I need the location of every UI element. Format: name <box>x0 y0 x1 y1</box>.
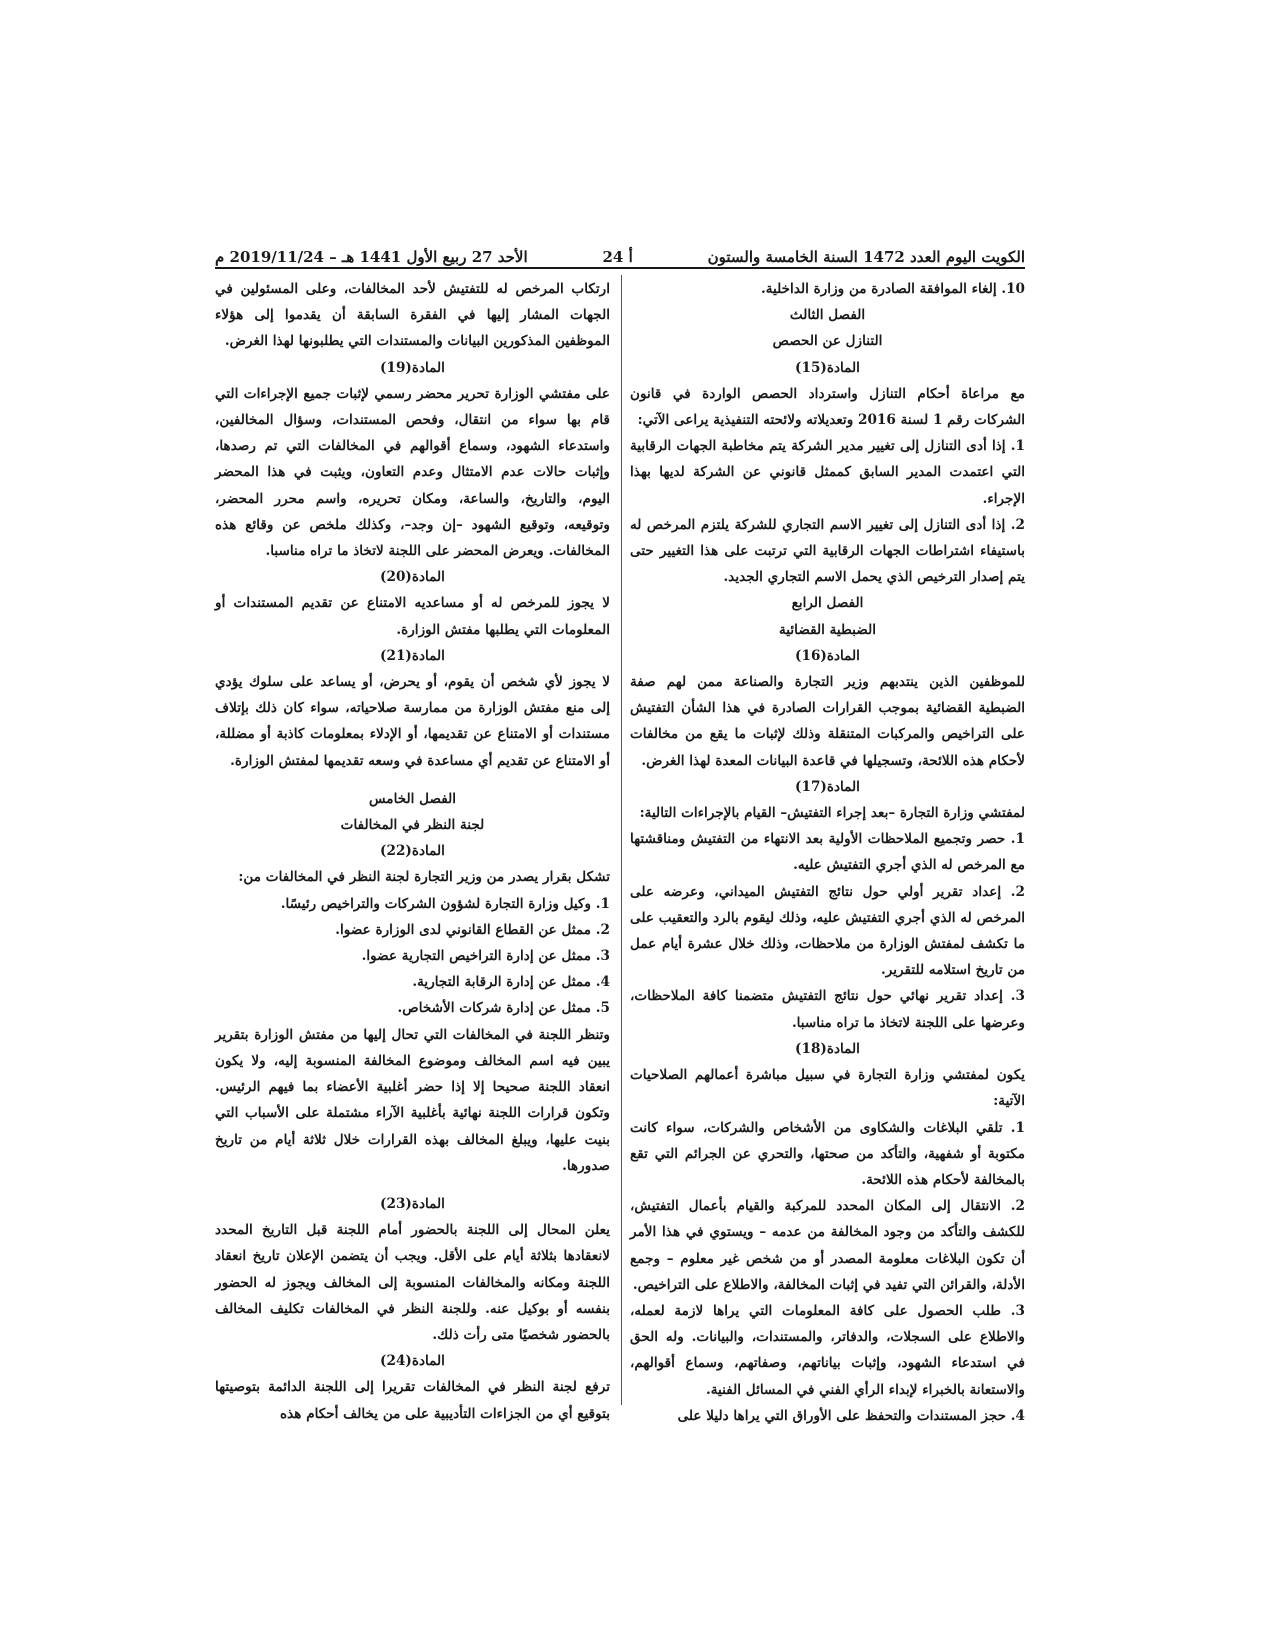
list-item: 2. ممثل عن القطاع القانوني لدى الوزارة عضوا. <box>335 921 610 938</box>
article-heading: المادة(21) <box>380 647 445 664</box>
header-date: الأحد 27 ربيع الأول 1441 هـ – 2019/11/24 م <box>215 248 528 266</box>
paragraph: وتنظر اللجنة في المخالفات التي تحال إليها من مفتش الوزارة بتقرير يبين فيه اسم المخالف وموضوع المخالفة المنسوبة إليه، ولا يكون انعقاد اللجنة صحيحا إلا إذا حضر أغلبية الأعضاء بما فيهم الرئيس. وتكون قرارات اللجنة نهائية بأغلبية الآراء مشتملة على الأسباب التي بنيت عليها، ويبلغ المخالف بهذه القرارات خلال ثلاثة أيام من تاريخ صدورها. <box>215 1026 610 1174</box>
list-item: 5. ممثل عن إدارة شركات الأشخاص. <box>397 1000 610 1017</box>
left-column <box>215 276 610 1427</box>
list-item: 3. طلب الحصول على كافة المعلومات التي يراها لازمة لعمله، والاطلاع على السجلات، والدفاتر، والمستندات، والبيانات. وله الحق في استدعاء الشهود، وإثبات بياناتهم، وصفاتهم، وسماع أقوالهم، والاستعانة بالخبراء لإبداء الرأي الفني في المسائل الفنية. <box>630 1302 1025 1398</box>
header-page-number: أ 24 <box>602 248 633 266</box>
paragraph: يكون لمفتشي وزارة التجارة في سبيل مباشرة أعمالهم الصلاحيات الآتية: <box>630 1067 1025 1110</box>
article-heading: المادة(22) <box>380 843 445 860</box>
list-item: 1. وكيل وزارة التجارة لشؤون الشركات والتراخيص رئيسًا. <box>280 895 610 912</box>
paragraph: للموظفين الذين ينتدبهم وزير التجارة والصناعة ممن لهم صفة الضبطية القضائية بموجب القرارات الصادرة في هذا الشأن التفتيش على التراخيص والمركبات المتنقلة وذلك لإثبات ما يقع من مخالفات لأحكام هذه اللائحة، وتسجيلها في قاعدة البيانات المعدة لهذا الغرض. <box>630 674 1025 769</box>
paragraph: ارتكاب المرخص له للتفتيش لأحد المخالفات، وعلى المسئولين في الجهات المشار إليها في الفقرة السابقة أن يقدموا إلى هؤلاء الموظفين المذكورين البيانات والمستندات التي يطلبونها لهذا الغرض. <box>215 281 610 350</box>
chapter-title: لجنة النظر في المخالفات <box>340 817 485 834</box>
article-heading: المادة(17) <box>795 778 860 795</box>
list-item: 4. ممثل عن إدارة الرقابة التجارية. <box>412 974 610 991</box>
paragraph: على مفتشي الوزارة تحرير محضر رسمي لإثبات جميع الإجراءات التي قام بها سواء من انتقال، وفحص المستندات، وسؤال المخالفين، واستدعاء الشهود، وسماع أقوالهم في المخالفات التي تم رصدها، وإثبات حالات عدم الامتثال وعدم التعاون، ويثبت في هذا المحضر اليوم، والتاريخ، والساعة، ومكان تحريره، واسم محرر المحضر، وتوقيعه، وتوقيع الشهود –إن وجد–، وكذلك ملخص عن وقائع هذه المخالفات. ويعرض المحضر على اللجنة لاتخاذ ما تراه مناسبا. <box>215 385 610 560</box>
column-divider <box>621 275 622 1405</box>
list-item: 2. إذا أدى التنازل إلى تغيير الاسم التجاري للشركة يلتزم المرخص له باستيفاء اشتراطات الجهات الرقابية التي ترتبت على هذا التغيير حتى يتم إصدار الترخيص الذي يحمل الاسم التجاري الجديد. <box>630 516 1025 586</box>
header-issue: الكويت اليوم العدد 1472 السنة الخامسة والستون <box>707 248 1025 266</box>
chapter-heading: الفصل الخامس <box>368 790 457 807</box>
list-item: 3. ممثل عن إدارة التراخيص التجارية عضوا. <box>361 948 610 965</box>
paragraph: لا يجوز لأي شخص أن يقوم، أو يحرض، أو يساعد على سلوك يؤدي إلى منع مفتش الوزارة من ممارسة صلاحياته، سواء كان ذلك بإتلاف مستندات أو الامتناع عن تقديمها، أو الإدلاء بمعلومات كاذبة أو مضللة، أو الامتناع عن تقديم أي مساعدة في وسعه تقديمها لمفتش الوزارة. <box>215 674 610 769</box>
header-rule <box>215 267 1025 269</box>
article-heading: المادة(20) <box>380 569 445 586</box>
page-header <box>215 236 1025 266</box>
spacer <box>215 1179 610 1191</box>
article-heading: المادة(19) <box>380 359 445 376</box>
right-column <box>630 276 1025 1429</box>
chapter-title: التنازل عن الحصص <box>772 333 883 350</box>
paragraph: ترفع لجنة النظر في المخالفات تقريرا إلى اللجنة الدائمة بتوصيتها بتوقيع أي من الجزاءات التأديبية على من يخالف أحكام هذه <box>215 1379 610 1422</box>
list-item: 3. إعداد تقرير نهائي حول نتائج التفتيش متضمنا كافة الملاحظات، وعرضها على اللجنة لاتخاذ ما تراه مناسبا. <box>630 988 1025 1031</box>
list-item: 1. تلقي البلاغات والشكاوى من الأشخاص والشركات، سواء كانت مكتوبة أو شفهية، والتأكد من صحتها، والتحري عن الجرائم التي تقع بالمخالفة لأحكام هذه اللائحة. <box>630 1119 1025 1188</box>
paragraph: تشكل بقرار يصدر من وزير التجارة لجنة النظر في المخالفات من: <box>238 869 610 886</box>
chapter-heading: الفصل الثالث <box>789 307 866 324</box>
paragraph: لمفتشي وزارة التجارة –بعد إجراء التفتيش– القيام بالإجراءات التالية: <box>639 805 1025 822</box>
list-item: 1. إذا أدى التنازل إلى تغيير مدير الشركة يتم مخاطبة الجهات الرقابية التي اعتمدت المدير السابق كممثل قانوني عن الشركة لديها بهذا الإجراء. <box>630 438 1025 507</box>
article-heading: المادة(16) <box>795 647 860 664</box>
spacer <box>215 774 610 786</box>
paragraph: مع مراعاة أحكام التنازل واسترداد الحصص الواردة في قانون الشركات رقم 1 لسنة 2016 وتعديلاته ولائحته التنفيذية يراعى الآتي: <box>630 385 1025 429</box>
article-heading: المادة(23) <box>380 1195 445 1212</box>
list-item: 2. إعداد تقرير أولي حول نتائج التفتيش الميداني، وعرضه على المرخص له الذي أجري التفتيش عليه، وذلك ليقوم بالرد والتعقيب على ما تكشف لمفتش الوزارة من ملاحظات، وذلك خلال عشرة أيام عمل من تاريخ استلامه للتقرير. <box>630 883 1025 979</box>
article-heading: المادة(24) <box>380 1353 445 1370</box>
chapter-title: الضبطية القضائية <box>779 621 876 638</box>
list-item: 1. حصر وتجميع الملاحظات الأولية بعد الانتهاء من التفتيش ومناقشتها مع المرخص له الذي أجري التفتيش عليه. <box>630 831 1025 874</box>
article-heading: المادة(18) <box>795 1040 860 1057</box>
chapter-heading: الفصل الرابع <box>791 595 864 612</box>
paragraph: لا يجوز للمرخص له أو مساعديه الامتناع عن تقديم المستندات أو المعلومات التي يطلبها مفتش الوزارة. <box>215 595 610 638</box>
article-heading: المادة(15) <box>795 359 860 376</box>
paragraph: 10. إلغاء الموافقة الصادرة من وزارة الداخلية. <box>761 281 1025 297</box>
list-item: 4. حجز المستندات والتحفظ على الأوراق التي يراها دليلا على <box>677 1407 1025 1424</box>
list-item: 2. الانتقال إلى المكان المحدد للمركبة والقيام بأعمال التفتيش، للكشف والتأكد من وجود المخالفة من عدمه – ويستوي في هذا الأمر أن تكون البلاغات معلومة المصدر أو من شخص غير معلوم – وجمع الأدلة، والقرائن التي تفيد في إثبات المخالفة، والاطلاع على التراخيص. <box>630 1198 1025 1293</box>
paragraph: يعلن المحال إلى اللجنة بالحضور أمام اللجنة قبل التاريخ المحدد لانعقادها بثلاثة أيام على الأقل. ويجب أن يتضمن الإعلان تاريخ انعقاد اللجنة ومكانه والمخالفات المنسوبة إلى المخالف ويجوز له الحضور بنفسه أو بوكيل عنه. وللجنة النظر في المخالفات تكليف المخالف بالحضور شخصيًا متى رأت ذلك. <box>215 1222 610 1343</box>
